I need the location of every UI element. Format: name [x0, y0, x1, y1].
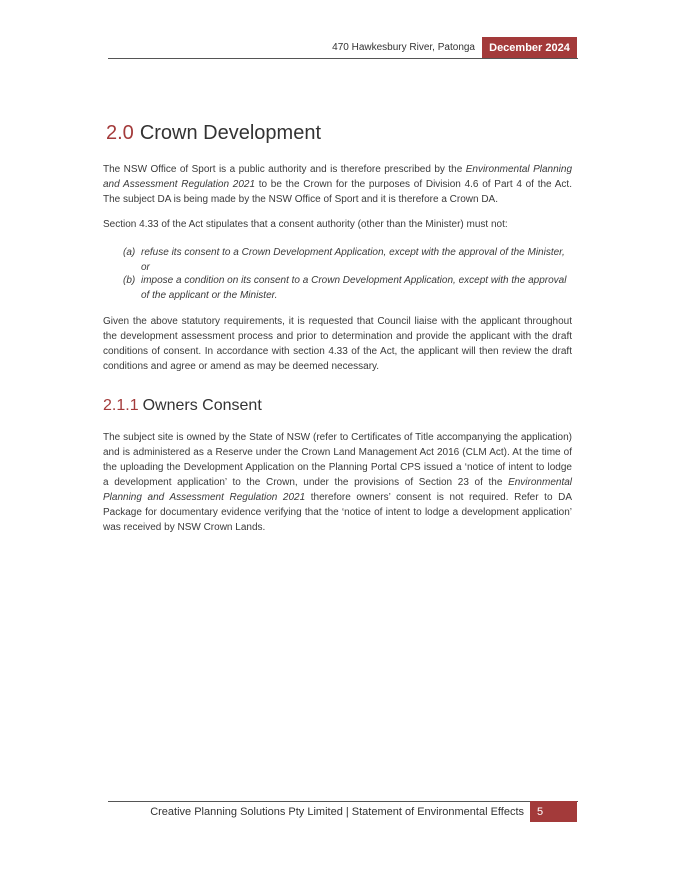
paragraph-text: to be the Crown for the purposes of Division 4.6 of Part 4 of the Act. The subject DA is being made by the NSW Office of Sport and it is therefore a Crown DA. [103, 179, 572, 205]
header-rule [108, 58, 578, 59]
section-number: 2.0 [106, 122, 134, 144]
list-text: refuse its consent to a Crown Development Application, except with the approval of the Minister, or [141, 247, 565, 273]
footer-text: Creative Planning Solutions Pty Limited | Statement of Environmental Effects [150, 806, 524, 818]
paragraph-italic-text: Environmental Planning and Assessment Regulation 2021 [103, 477, 572, 503]
list-item-a [123, 245, 572, 275]
header-date-badge: December 2024 [482, 37, 577, 58]
header-address: 470 Hawkesbury River, Patonga [332, 42, 475, 53]
subsection-paragraph [103, 430, 572, 535]
section-paragraph-3: Given the above statutory requirements, it is requested that Council liaise with the applicant throughout the development assessment process and prior to determination and provide the applicant with the draft conditions of consent. In accordance with section 4.33 of the Act, the applicant will then review the draft conditions and agree or amend as may be deemed necessary. [103, 316, 572, 372]
footer-page-number: 5 [530, 801, 577, 822]
list-letter: (a) [123, 247, 136, 258]
section-paragraph-1 [103, 162, 572, 207]
paragraph-text: The subject site is owned by the State of NSW (refer to Certificates of Title accompanying the application) and is administered as a Reserve under the Crown Land Management Act 2016 (CLM Act). At the time of the uploading the Development Application on the Planning Portal CPS issued a ‘notice of intent to lodge a development application’ to the Crown, under the provisions of Section 23 of the [103, 432, 572, 488]
paragraph-italic-text: Environmental Planning and Assessment Regulation 2021 [103, 164, 573, 190]
subsection-heading [103, 397, 262, 415]
paragraph-text: The NSW Office of Sport is a public authority and is therefore prescribed by the [103, 164, 466, 175]
subsection-title: Owners Consent [142, 397, 262, 414]
list-letter: (b) [123, 275, 136, 286]
list-text: impose a condition on its consent to a Crown Development Application, except with the approval of the applicant or the Minister. [141, 275, 567, 301]
section-paragraph-2: Section 4.33 of the Act stipulates that a consent authority (other than the Minister) must not: [103, 219, 508, 230]
section-title: Crown Development [139, 122, 322, 144]
paragraph-text: therefore owners’ consent is not required. Refer to DA Package for documentary evidence verifying that the ‘notice of intent to lodge a development application’ was received by NSW Crown Lands. [103, 492, 572, 533]
section-heading [106, 122, 321, 145]
footer-rule [108, 801, 578, 802]
list-item-b [123, 273, 572, 303]
subsection-number: 2.1.1 [103, 397, 139, 414]
